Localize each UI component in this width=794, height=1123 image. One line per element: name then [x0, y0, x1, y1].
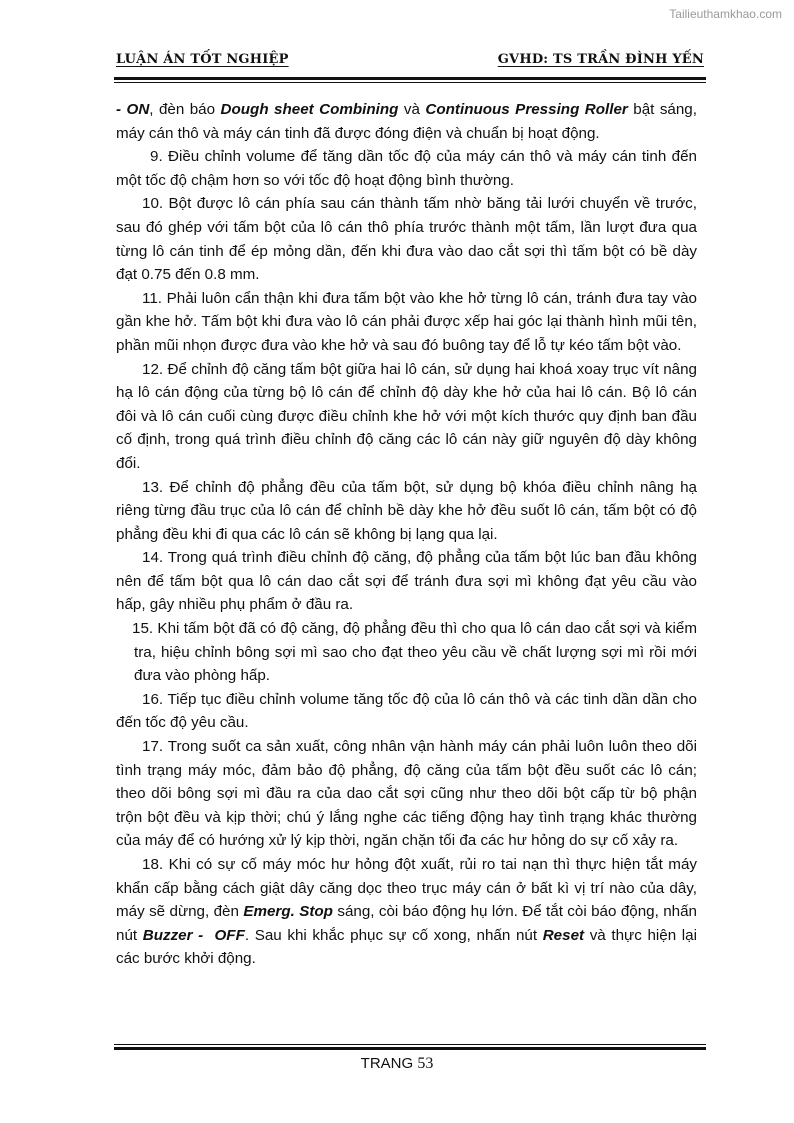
term-on: - ON — [116, 101, 150, 118]
text-run: sáng, còi báo động hụ lớn. Để tắt còi báo động, nhấn nút — [116, 903, 697, 944]
text-run: . Sau khi khắc phục sự cố xong, nhấn nút — [244, 926, 543, 944]
text-run: bật sáng, máy cán thô và máy cán tinh đã được đóng điện và chuẩn bị hoạt động. — [116, 101, 697, 142]
term-reset: Reset — [542, 926, 585, 944]
text-run: và — [398, 101, 426, 118]
text-run: 18. Khi có sự cố máy móc hư hỏng đột xuất, rủi ro tai nạn thì thực hiện tắt máy khẩn cấp bằng cách giật dây căng dọc theo trục máy cán ở bất kì vị trí nào của dây, máy sẽ dừng, đèn — [116, 856, 697, 921]
text-run: , đèn báo — [149, 101, 221, 118]
header-rule — [114, 77, 706, 83]
header-thesis-title: LUẬN ÁN TỐT NGHIỆP — [116, 52, 289, 67]
paragraph-step-18 — [116, 853, 697, 971]
footer-rule — [114, 1044, 706, 1050]
page-number-value: 53 — [417, 1055, 434, 1072]
paragraph-step-16: 16. Tiếp tục điều chỉnh volume tăng tốc độ của lô cán thô và các tinh dần dần cho đến tốc độ yêu cầu. — [116, 690, 697, 732]
paragraph-step-14: 14. Trong quá trình điều chỉnh độ căng, độ phẳng của tấm bột lúc ban đầu không nên để tấm bột qua lô cán dao cắt sợi để tránh đưa sợi mì không đạt yêu cầu vào hấp, gây nhiều phụ phẩm ở đầu ra. — [116, 549, 697, 614]
paragraph-continuation — [116, 98, 697, 145]
paragraph-step-12: 12. Để chỉnh độ căng tấm bột giữa hai lô cán, sử dụng hai khoá xoay trục vít nâng hạ lô cán động của từng bộ lô cán để chỉnh độ dày khe hở của hai lô cán. Bộ lô cán đôi và lô cán cuối cùng được điều chỉnh khe hở với một kích thước quy định ban đầu cố định, trong quá trình điều chỉnh độ căng các lô cán này giữ nguyên độ dày không đổi. — [116, 360, 697, 472]
term-dough-sheet-combining: Dough sheet Combining — [220, 101, 399, 118]
text-run: và thực hiện lại các bước khởi động. — [116, 926, 697, 968]
term-continuous-pressing-roller: Continuous Pressing Roller — [425, 101, 628, 118]
document-body — [116, 98, 697, 971]
page-header — [116, 52, 704, 70]
paragraph-step-17: 17. Trong suốt ca sản xuất, công nhân vận hành máy cán phải luôn luôn theo dõi tình trạng máy móc, đảm bảo độ phẳng, độ căng của tấm bột đều suốt các lô cán; theo dõi bông sợi mì đầu ra của dao cắt sợi cũng như theo dõi bột cấp từ bộ phận trộn bột đều và kịp thời; chú ý lắng nghe các tiếng động hay tình trạng khác thường của máy để có hướng xử lý kịp thời, ngăn chặn tối đa các hư hỏng do sự cố xảy ra. — [116, 738, 697, 850]
term-emerg-stop: Emerg. Stop — [243, 903, 333, 921]
watermark: Tailieuthamkhao.com — [669, 7, 782, 21]
paragraph-step-15: 15. Khi tấm bột đã có độ căng, độ phẳng đều thì cho qua lô cán dao cắt sợi và kiểm tra, hiệu chỉnh bông sợi mì sao cho đạt theo yêu cầu về chất lượng sợi mì rồi mới đưa vào phòng hấp. — [132, 620, 697, 685]
paragraph-step-11: 11. Phải luôn cẩn thận khi đưa tấm bột vào khe hở từng lô cán, tránh đưa tay vào gần khe hở. Tấm bột khi đưa vào lô cán phải được xếp hai góc lại thành hình mũi tên, phần mũi nhọn được đưa vào khe hở và sau đó buông tay để lỗ tự kéo tấm bột vào. — [116, 289, 697, 354]
page-number — [0, 1055, 794, 1073]
page-label: TRANG — [360, 1055, 418, 1072]
header-advisor: GVHD: TS TRẦN ĐÌNH YẾN — [497, 52, 704, 67]
paragraph-step-10: 10. Bột được lô cán phía sau cán thành tấm nhờ băng tải lưới chuyển về trước, sau đó ghép với tấm bột của lô cán thô phía trước thành một tấm, lần lượt đưa qua từng lô cán tinh để ép mỏng dần, đến khi đưa vào dao cắt sợi thì tấm bột có bề dày đạt 0.75 đến 0.8 mm. — [116, 195, 697, 284]
paragraph-step-9: 9. Điều chỉnh volume để tăng dần tốc độ của máy cán thô và máy cán tinh đến một tốc độ chậm hơn so với tốc độ hoạt động bình thường. — [116, 148, 697, 189]
term-buzzer-off: Buzzer - OFF — [142, 926, 245, 944]
paragraph-step-13: 13. Để chỉnh độ phẳng đều của tấm bột, sử dụng bộ khóa điều chỉnh nâng hạ riêng từng đầu trục của lô cán để chỉnh bề dày khe hở đều suốt lô cán, tấm bột có độ phẳng đều khi đi qua các lô cán sẽ không bị lạng qua lại. — [116, 478, 697, 543]
